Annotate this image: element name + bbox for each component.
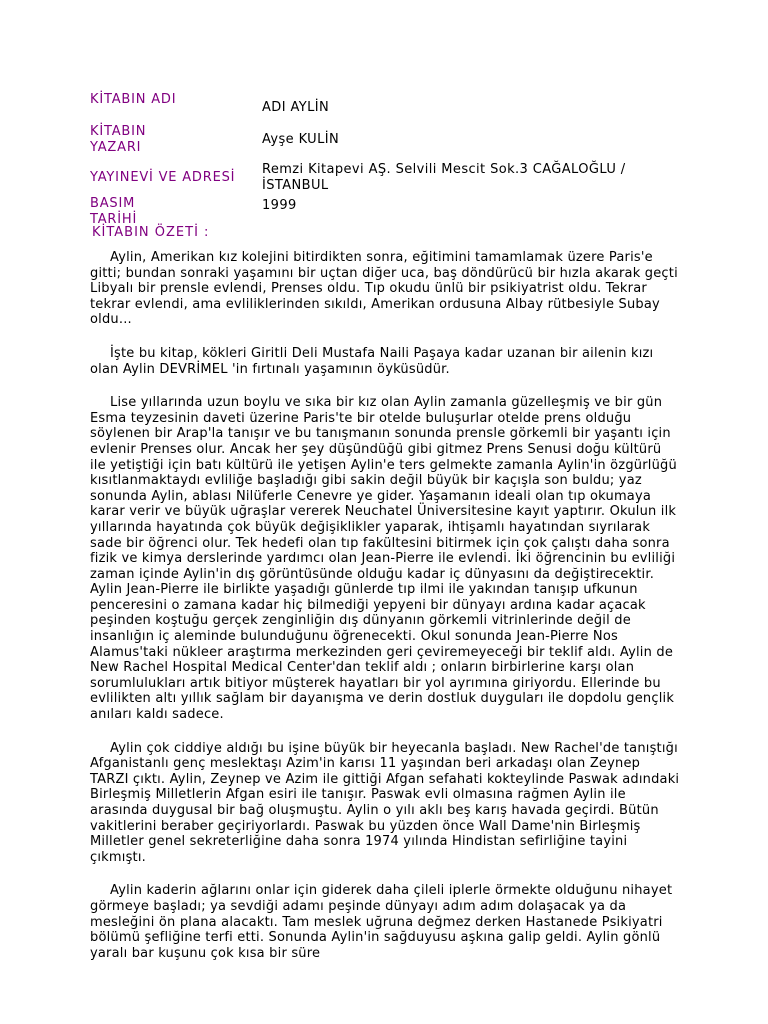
summary-paragraph: İşte bu kitap, kökleri Giritli Deli Mustafa Naili Paşaya kadar uzanan bir ailenin kızı olan Aylin DEVRİMEL 'in fırtınalı yaşamının öyküsüdür. (90, 345, 654, 377)
author-row (90, 124, 690, 162)
author-value: Ayşe KULİN (262, 132, 340, 147)
author-label (90, 124, 262, 156)
date-label-line2: TARİHİ (90, 212, 138, 227)
publisher-row (90, 162, 690, 194)
date-label (90, 196, 262, 228)
summary-body (90, 250, 680, 979)
date-value: 1999 (262, 198, 297, 213)
summary-paragraph: Lise yıllarında uzun boylu ve sıka bir kız olan Aylin zamanla güzelleşmiş ve bir gün Esma teyzesinin daveti üzerine Paris'te bir otelde buluşurlar otelde prens olduğu söylenen bir Arap'la tanışır ve bu tanışmanın sonunda prensle görkemli bir yaşantı için evlenir Prenses olur. Ancak her şey düşündüğü gibi gitmez Prens Senusi doğu kültürü ile yetiştiği için batı kültürü ile yetişen Aylin'e ters gelmekte zamanla Aylin'in özgürlüğü kısıtlanmaktaydı evliliğe başladığı gibi sakin değil büyük bir kaçışla son buldu; yaz sonunda Aylin, ablası Nilüferle Cenevre ye gider. Yaşamanın ideali olan tıp okumaya karar verir ve büyük uğraşlar vererek Neuchatel Üniversitesine kayıt yaptırır. Okulun ilk yıllarında hayatında çok büyük değişiklikler yaparak, ihtişamlı hayatından sıyrılarak sade bir öğrenci olur. Tek hedefi olan tıp fakültesini bitirmek için çok çalıştı daha sonra fizik ve kimya derslerinde yardımcı olan Jean-Pierre ile evlendi. İki öğrencinin bu evliliği zaman içinde Aylin'in dış görüntüsünde olduğu kadar iç dünyasını da değiştirecektir. Aylin Jean-Pierre ile birlikte yaşadığı günlerde tıp ilmi ile yakından tanışıp ufkunun penceresini o zamana kadar hiç bilmediği yepyeni bir dünyayı ardına kadar açacak peşinden koştuğu gerçek zenginliğin dış dünyanın görkemli vitrinlerinde değil de insanlığın iç aleminde bulunduğunu öğrenecekti. Okul sonunda Jean-Pierre Nos Alamus'taki nükleer araştırma merkezinden geri çeviremeyeceği bir teklif aldı. Aylin de New Rachel Hospital Medical Center'dan teklif aldı ; onların birbirlerine karşı olan sorumlulukları artık bitiyor müşterek hayatları bir yol ayrımına giriyordu. Ellerinde bu evlilikten altı yıllık sağlam bir dayanışma ve derin dostluk duyguları ile dopdolu gençlik anıları kaldı sadece. (90, 395, 677, 723)
date-label-line1: BASIM (90, 196, 136, 211)
author-label-line2: YAZARI (90, 140, 142, 155)
summary-heading: KİTABIN ÖZETİ : (92, 225, 210, 240)
title-label: KİTABIN ADI (90, 92, 177, 107)
title-value: ADI AYLİN (262, 100, 330, 115)
author-label-line1: KİTABIN (90, 124, 147, 139)
publisher-label: YAYINEVİ VE ADRESİ (90, 170, 236, 185)
publisher-value-line1: Remzi Kitapevi AŞ. Selvili Mescit Sok.3 CAĞALOĞLU / (262, 162, 626, 177)
summary-paragraph: Aylin kaderin ağlarını onlar için giderek daha çileli iplerle örmekte olduğunu nihayet görmeye başladı; ya sevdiği adamı peşinde dünyayı adım adım dolaşacak ya da mesleğini ön plana alacaktı. Tam meslek uğruna değmez derken Hastanede Psikiyatri bölümü şefliğine terfi etti. Sonunda Aylin'in sağduyusu aşkına galip geldi. Aylin gönlü yaralı bar kuşunu çok kısa bir süre (90, 883, 673, 961)
publisher-value (262, 162, 690, 194)
summary-paragraph: Aylin, Amerikan kız kolejini bitirdikten sonra, eğitimini tamamlamak üzere Paris'e gitti; bundan sonraki yaşamını bir uçtan diğer uca, baş döndürücü bir hızla akarak geçti Libyalı bir prensle evlendi, Prenses oldu. Tıp okudu ünlü bir psikiyatrist oldu. Tekrar tekrar evlendi, ama evliliklerinden sıkıldı, Amerikan ordusuna Albay rütbesiyle Subay oldu... (90, 250, 678, 328)
book-info-table (90, 92, 690, 230)
summary-paragraph: Aylin çok ciddiye aldığı bu işine büyük bir heyecanla başladı. New Rachel'de tanıştığı Afganistanlı genç meslektaşı Azim'in karısı 11 yaşından beri arkadaşı olan Zeynep TARZI çıktı. Aylin, Zeynep ve Azim ile gittiği Afgan sefahati kokteylinde Paswak adındaki Birleşmiş Milletlerin Afgan esiri ile tanışır. Paswak evli olmasına rağmen Aylin ile arasında duygusal bir bağ oluşmuştu. Aylin o yılı aklı beş karış havada geçirdi. Bütün vakitlerini beraber geçiriyorlardı. Paswak bu yüzden önce Wall Dame'nin Birleşmiş Milletler genel sekreterliğine daha sonra 1974 yılında Hindistan sefirliğine tayini çıkmıştı. (90, 740, 680, 865)
title-row (90, 92, 690, 122)
publisher-value-line2: İSTANBUL (262, 178, 329, 193)
